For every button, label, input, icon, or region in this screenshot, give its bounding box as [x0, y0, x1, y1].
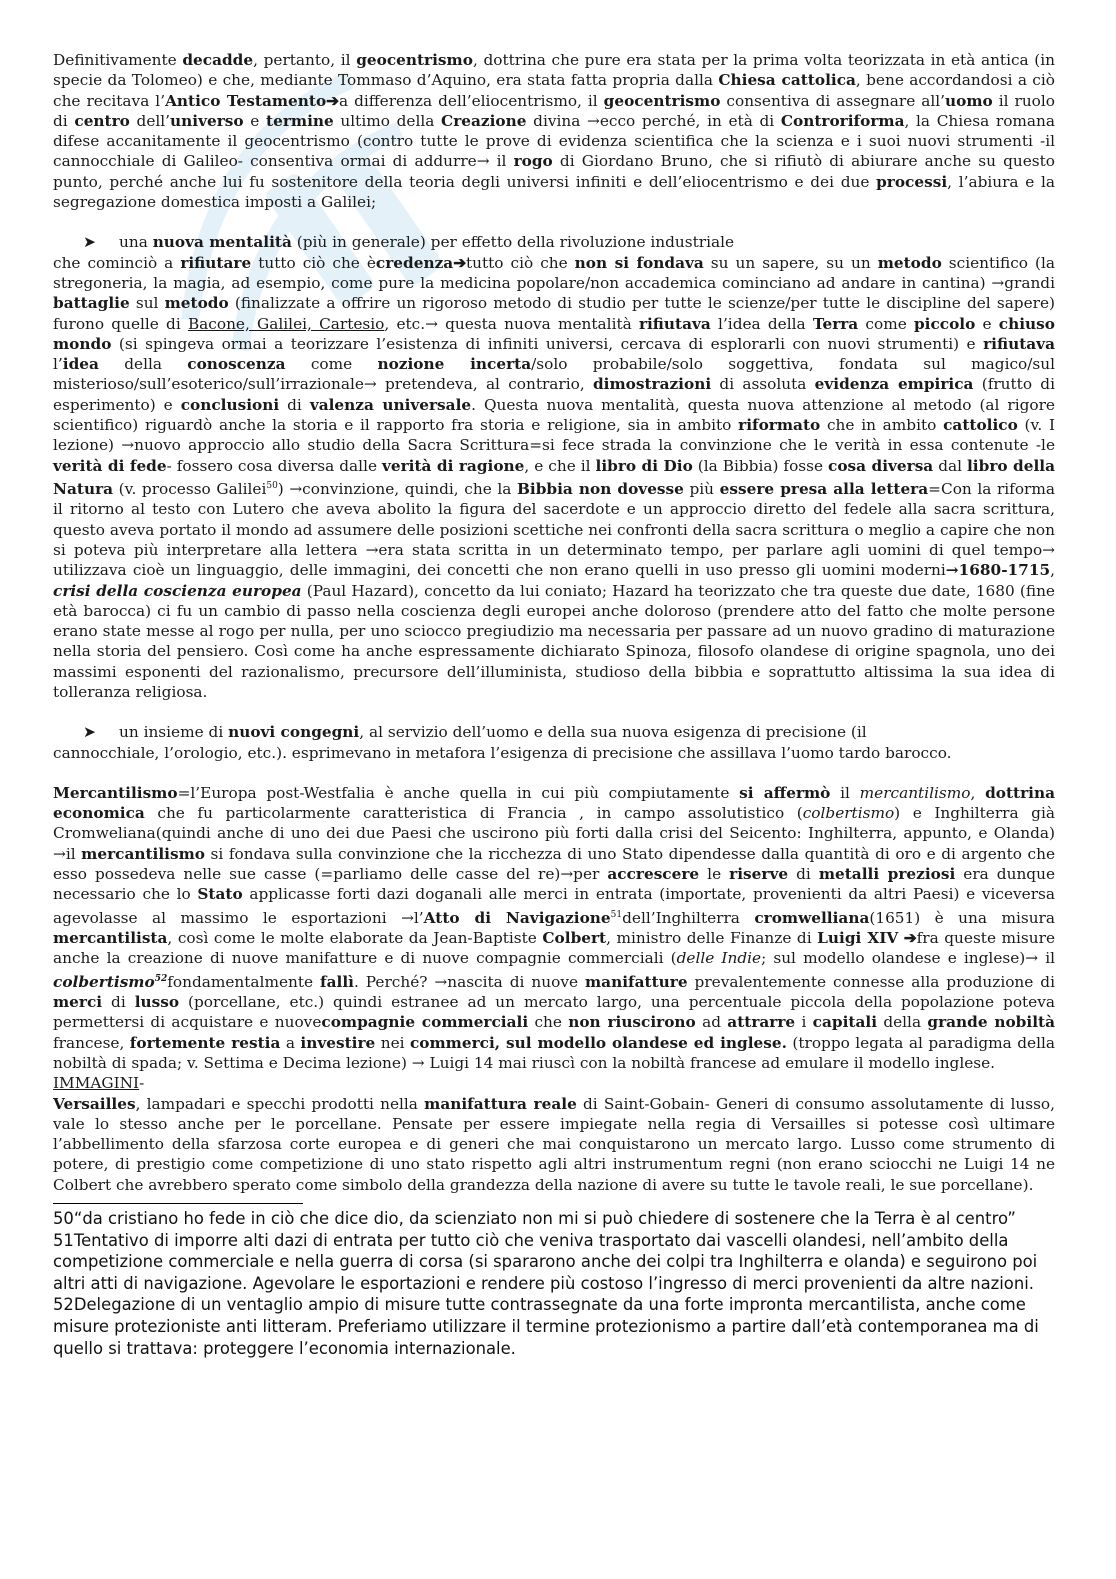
- footnote-51: 51Tentativo di imporre alti dazi di entrata per tutto ciò che veniva trasportato dai vascelli olandesi, nell’ambito della competizione commerciale e nella guerra di corsa (si spararono anche dei colpi tra Inghilterra e olanda) e seguirono poi altri atti di navigazione. Agevolare le esportazioni e rendere più costoso l’ingresso di merci provenienti da altre nazioni.: [53, 1230, 1038, 1293]
- footnote-50: 50“da cristiano ho fede in ciò che dice dio, da scienziato non mi si può chiedere di sostenere che la Terra è al centro”: [53, 1209, 1016, 1229]
- arrow-bullet-icon: ➤: [83, 723, 96, 742]
- arrow-bullet-icon: ➤: [83, 233, 96, 252]
- footnote-52: 52Delegazione di un ventaglio ampio di misure tutte contrassegnate da una forte impronta mercantilista, anche come misure protezioniste anti litteram. Preferiamo utilizzare il termine protezionismo a partire dall’età contemporanea ma di quello si trattava: proteggere l’economia internazionale.: [53, 1295, 1039, 1358]
- bullet-heading-text: un insieme di nuovi congegni, al servizio dell’uomo e della sua nuova esigenza di precisione (il: [119, 723, 867, 742]
- paragraph-geocentrismo: Definitivamente decadde, pertanto, il geocentrismo, dottrina che pure era stata per la prima volta teorizzata in età antica (in specie da Tolomeo) e che, mediante Tommaso d’Aquino, era stata fatta propria dalla Chiesa cattolica, bene accordandosi a ciò che recitava l’Antico Testamento➔a differenza dell’eliocentrismo, il geocentrismo consentiva di assegnare all’uomo il ruolo di centro dell’universo e termine ultimo della Creazione divina →ecco perché, in età di Controriforma, la Chiesa romana difese accanitamente il geocentrismo (contro tutte le prove di evidenza scientifica che la scienza e i suoi nuovi strumenti -il cannocchiale di Galileo- consentiva ormai di addurre→ il rogo di Giordano Bruno, che si rifiutò di abiurare anche su questo punto, perché anche lui fu sostenitore della teoria degli universi infiniti e dell’eliocentrismo e dei due processi, l’abiura e la segregazione domestica imposti a Galilei;: [53, 51, 1056, 212]
- footnotes: [53, 1208, 1055, 1359]
- bullet-nuovi-congegni: [53, 722, 1055, 742]
- paragraph-mercantilismo: Mercantilismo=l’Europa post-Westfalia è anche quella in cui più compiutamente si affermò il mercantilismo, dottrina economica che fu particolarmente caratteristica di Francia , in campo assolutistico (colbertismo) e Inghilterra già Cromweliana(quindi anche di uno dei due Paesi che uscirono più forti dalla crisi del Seicento: Inghilterra, appunto, e Olanda) →il mercantilismo si fondava sulla convinzione che la ricchezza di uno Stato dipendesse dalla quantità di oro e di argento che esso possedeva nelle sue casse (=parliamo delle casse del re)→per accrescere le riserve di metalli preziosi era dunque necessario che lo Stato applicasse forti dazi doganali alle merci in entrata (importate, provenienti da altri Paesi) e viceversa agevolasse al massimo le esportazioni →l’Atto di Navigazione$^{51}$dell’Inghilterra cromwelliana(1651) è una misura mercantilista, così come le molte elaborate da Jean-Baptiste Colbert, ministro delle Finanze di Luigi XIV ➔fra queste misure anche la creazione di nuove manifatture e di nuove compagnie commerciali (delle Indie; sul modello olandese e inglese)→ il colbertismo$^{52}$fondamentalmente fallì. Perché? →nascita di nuove manifatture prevalentemente connesse alla produzione di merci di lusso (porcellane, etc.) quindi estranee ad un mercato largo, una percentuale piccola della popolazione poteva permettersi di acquistare e nuovecompagnie commerciali che non riuscirono ad attrarre i capitali della grande nobiltà francese, fortemente restia a investire nei commerci, sul modello olandese ed inglese. (troppo legata al paradigma della nobiltà di spada; v. Settima e Decima lezione) → Luigi 14 mai riuscì con la nobiltà francese ad emulare il modello inglese.: [53, 783, 1056, 1072]
- footnote-separator: [53, 1203, 303, 1204]
- bullet-nuova-mentalita: [53, 232, 1055, 252]
- paragraph-nuova-mentalita: che cominciò a rifiutare tutto ciò che ècredenza➔tutto ciò che non si fondava su un sapere, su un metodo scientifico (la stregoneria, la magia, ad esempio, come pure la medicina popolare/non accademica cominciano ad andare in cantina) →grandi battaglie sul metodo (finalizzate a offrire un rigoroso metodo di studio per tutte le scienze/per tutte le discipline del sapere) furono quelle di Bacone, Galilei, Cartesio, etc.→ questa nuova mentalità rifiutava l’idea della Terra come piccolo e chiuso mondo (si spingeva ormai a teorizzare l’esistenza di infiniti universi, cercava di esplorarli con nuovi strumenti) e rifiutava l’idea della conoscenza come nozione incerta/solo probabile/solo soggettiva, fondata sul magico/sul misterioso/sull’esoterico/sull’irrazionale→ pretendeva, al contrario, dimostrazioni di assoluta evidenza empirica (frutto di esperimento) e conclusioni di valenza universale. Questa nuova mentalità, questa nuova attenzione al metodo (al rigore scientifico) riguardò anche la storia e il rapporto fra storia e religione, sia in ambito riformato che in ambito cattolico (v. I lezione) →nuovo approccio allo studio della Sacra Scrittura=si fece strada la convinzione che le verità in essa contenute -le verità di fede- fossero cosa diversa dalle verità di ragione, e che il libro di Dio (la Bibbia) fosse cosa diversa dal libro della Natura (v. processo Galilei$^{50}$) →convinzione, quindi, che la Bibbia non dovesse più essere presa alla lettera=Con la riforma il ritorno al testo con Lutero che aveva abolito la figura del sacerdote e un approccio diretto del fedele alla sacra scrittura, questo aveva portato il mondo ad assumere delle posizioni scettiche nei confronti della sacra scrittura o meglio a capire che non si poteva più interpretare alla lettera →era stata scritta in un determinato tempo, per parlare agli uomini di quel tempo→ utilizzava cioè un linguaggio, delle immagini, dei concetti che non erano quelli in uso presso gli uomini moderni→1680-1715, crisi della coscienza europea (Paul Hazard), concetto da lui coniato; Hazard ha teorizzato che tra queste due date, 1680 (fine età barocca) ci fu un cambio di passo nella coscienza degli europei anche doloroso (prendere atto del fatto che molte persone erano state messe al rogo per nulla, per uno sciocco pregiudizio ma necessaria per passare ad un nuovo gradino di maturazione nella storia del pensiero. Così come ha anche espressamente dichiarato Spinoza, filosofo olandese di origine spagnola, uno dei massimi esponenti del razionalismo, precursore dell’illuminista, studioso della bibbia e soprattutto altissima la sua idea di tolleranza religiosa.: [53, 253, 1056, 701]
- bullet-heading-text: una nuova mentalità (più in generale) per effetto della rivoluzione industriale: [119, 233, 735, 252]
- immagini-heading: IMMAGINI-: [53, 1074, 145, 1093]
- paragraph-congegni: cannocchiale, l’orologio, etc.). esprimevano in metafora l’esigenza di precisione che assillava l’uomo tardo barocco.: [53, 743, 952, 762]
- paragraph-versailles: Versailles, lampadari e specchi prodotti nella manifattura reale di Saint-Gobain- Generi di consumo assolutamente di lusso, vale lo stesso anche per le porcellane. Pensate per essere impiegate nella regia di Versailles si potesse così ultimare l’abbellimento della sfarzosa corte europea e di generi che mai conquistarono un mercato largo. Lusso come strumento di potere, di prestigio come competizione di uno stato rispetto agli altri instrumentum regni (non erano sciocchi ne Luigi 14 ne Colbert che avrebbero sperato come simbolo della grandezza della nazione di avere su tutte le tavole reali, le sue porcellane).: [53, 1094, 1055, 1194]
- document-page: [53, 50, 1055, 1359]
